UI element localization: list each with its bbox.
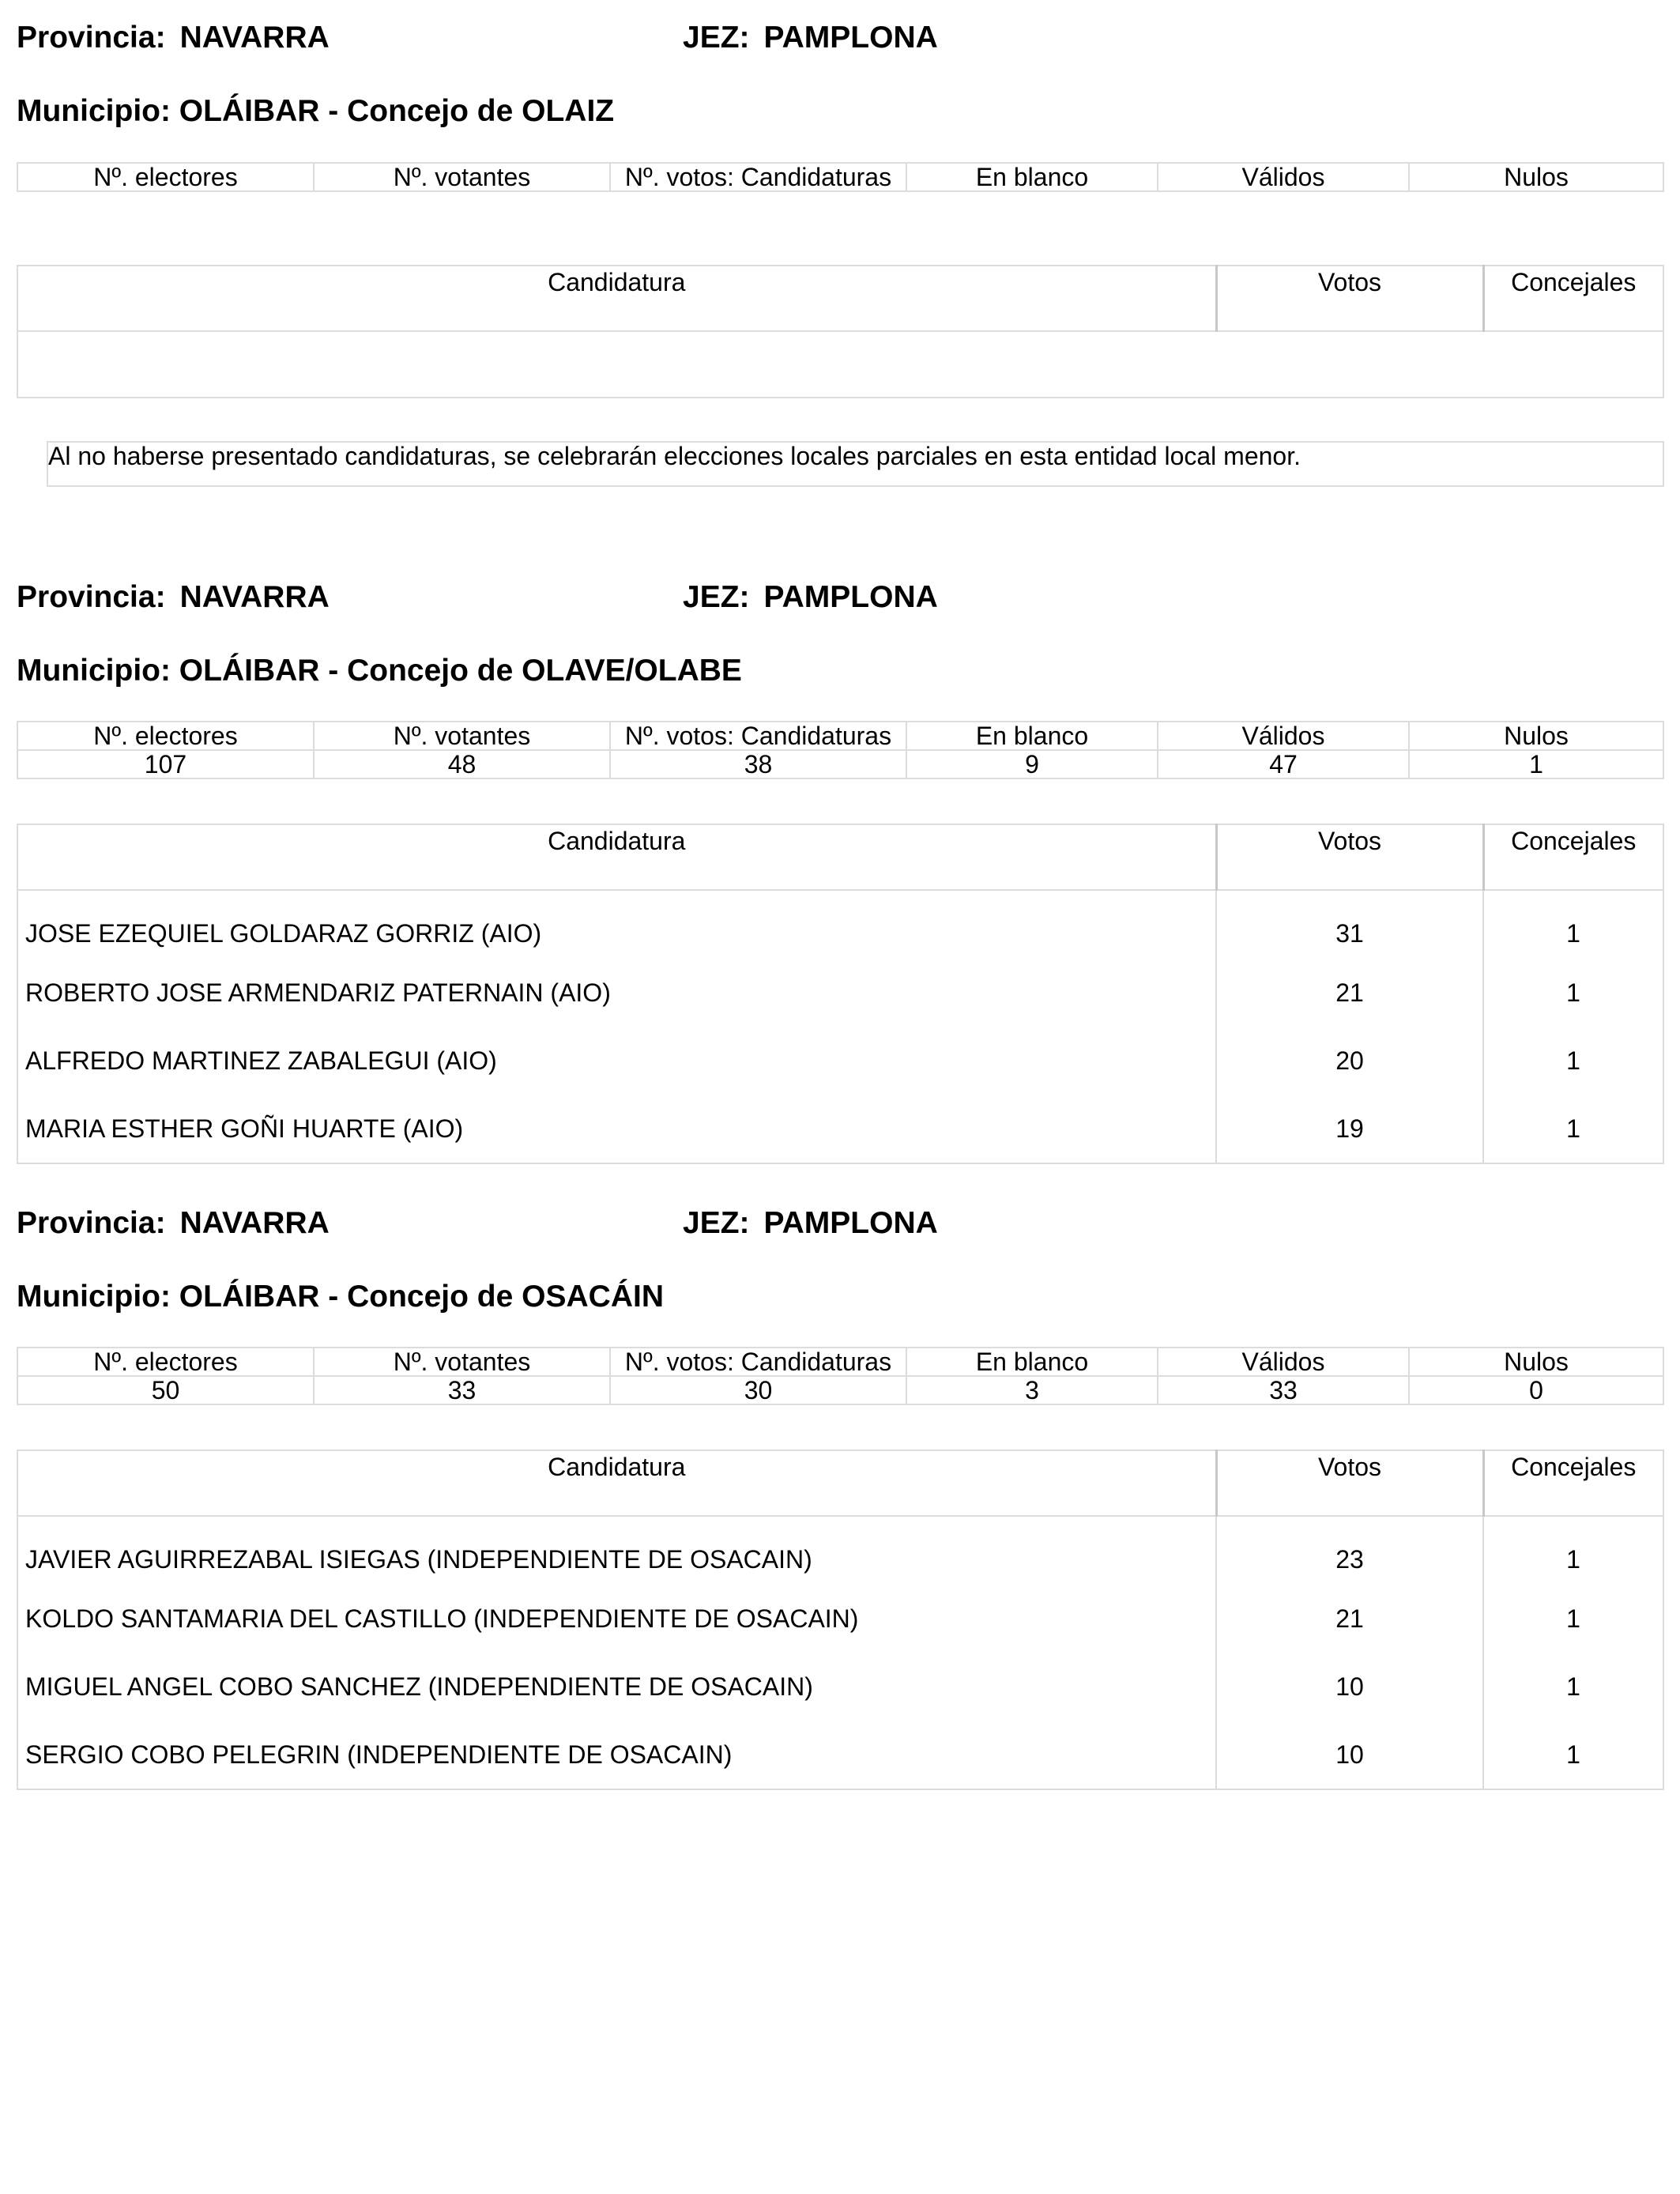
candidate-name: KOLDO SANTAMARIA DEL CASTILLO (INDEPENDIENTE DE OSACAIN): [17, 1585, 1216, 1653]
candidate-votos: 21: [1216, 1585, 1483, 1653]
provincia-label: Provincia:: [17, 21, 166, 55]
candidatura-header-row: [17, 1450, 1663, 1516]
provincia-value: NAVARRA: [179, 580, 330, 614]
header-concejales: Concejales: [1483, 824, 1663, 890]
header-votos: Votos: [1216, 1450, 1483, 1516]
header-votos-candidaturas: Nº. votos: Candidaturas: [610, 163, 906, 191]
header-validos: Válidos: [1158, 163, 1409, 191]
candidate-concejales: 1: [1483, 1585, 1663, 1653]
provincia-value: NAVARRA: [179, 1206, 330, 1240]
header-concejales: Concejales: [1483, 266, 1663, 331]
summary-table: [17, 721, 1664, 779]
candidate-concejales: 1: [1483, 1653, 1663, 1721]
candidate-votos: 10: [1216, 1653, 1483, 1721]
provincia-label: Provincia:: [17, 580, 166, 614]
header-electores: Nº. electores: [17, 163, 314, 191]
candidate-name: JAVIER AGUIRREZABAL ISIEGAS (INDEPENDIENTE DE OSACAIN): [17, 1516, 1216, 1585]
municipio-title: Municipio: OLÁIBAR - Concejo de OLAIZ: [17, 94, 615, 128]
municipio-title: Municipio: OLÁIBAR - Concejo de OSACÁIN: [17, 1280, 664, 1314]
summary-header-row: [17, 1348, 1663, 1376]
candidate-row: [17, 1721, 1663, 1789]
summary-header-row: [17, 722, 1663, 750]
value-validos: 33: [1158, 1376, 1409, 1404]
empty-cell: [17, 331, 1663, 398]
jez-label: JEZ:: [683, 21, 750, 55]
jez-line: [683, 1205, 938, 1242]
candidate-row: [17, 1516, 1663, 1585]
value-validos: 47: [1158, 750, 1409, 778]
header-en-blanco: En blanco: [906, 722, 1158, 750]
provincia-line: [17, 20, 330, 56]
candidate-votos: 20: [1216, 1027, 1483, 1095]
header-candidatura: Candidatura: [17, 824, 1216, 890]
candidate-row: [17, 959, 1663, 1027]
candidate-concejales: 1: [1483, 1095, 1663, 1163]
header-electores: Nº. electores: [17, 1348, 314, 1376]
header-validos: Válidos: [1158, 1348, 1409, 1376]
candidate-votos: 21: [1216, 959, 1483, 1027]
jez-line: [683, 20, 938, 56]
provincia-label: Provincia:: [17, 1206, 166, 1240]
candidate-row: [17, 1653, 1663, 1721]
candidate-concejales: 1: [1483, 959, 1663, 1027]
header-votos: Votos: [1216, 266, 1483, 331]
header-votantes: Nº. votantes: [314, 163, 610, 191]
value-electores: 107: [17, 750, 314, 778]
candidate-name: JOSE EZEQUIEL GOLDARAZ GORRIZ (AIO): [17, 890, 1216, 959]
candidatura-table: [17, 1449, 1664, 1790]
candidate-name: MIGUEL ANGEL COBO SANCHEZ (INDEPENDIENTE DE OSACAIN): [17, 1653, 1216, 1721]
candidate-row: [17, 1585, 1663, 1653]
summary-header-row: [17, 163, 1663, 191]
header-en-blanco: En blanco: [906, 1348, 1158, 1376]
candidate-votos: 23: [1216, 1516, 1483, 1585]
notice-box: Al no haberse presentado candidaturas, se celebrarán elecciones locales parciales en esta entidad local menor.: [47, 441, 1664, 487]
header-candidatura: Candidatura: [17, 266, 1216, 331]
header-votantes: Nº. votantes: [314, 722, 610, 750]
header-votos-candidaturas: Nº. votos: Candidaturas: [610, 1348, 906, 1376]
candidate-row: [17, 1095, 1663, 1163]
value-en-blanco: 3: [906, 1376, 1158, 1404]
value-votantes: 33: [314, 1376, 610, 1404]
candidatura-table: [17, 265, 1664, 398]
value-nulos: 0: [1409, 1376, 1663, 1404]
candidate-concejales: 1: [1483, 1721, 1663, 1789]
header-nulos: Nulos: [1409, 163, 1663, 191]
municipio-title: Municipio: OLÁIBAR - Concejo de OLAVE/OLABE: [17, 654, 742, 688]
jez-label: JEZ:: [683, 580, 750, 614]
jez-value: PAMPLONA: [763, 21, 938, 55]
header-votos: Votos: [1216, 824, 1483, 890]
candidate-name: ROBERTO JOSE ARMENDARIZ PATERNAIN (AIO): [17, 959, 1216, 1027]
value-votantes: 48: [314, 750, 610, 778]
header-votos-candidaturas: Nº. votos: Candidaturas: [610, 722, 906, 750]
candidate-votos: 19: [1216, 1095, 1483, 1163]
jez-value: PAMPLONA: [763, 580, 938, 614]
value-en-blanco: 9: [906, 750, 1158, 778]
value-electores: 50: [17, 1376, 314, 1404]
candidatura-header-row: [17, 824, 1663, 890]
candidate-name: ALFREDO MARTINEZ ZABALEGUI (AIO): [17, 1027, 1216, 1095]
candidate-concejales: 1: [1483, 1516, 1663, 1585]
summary-value-row: [17, 750, 1663, 778]
header-nulos: Nulos: [1409, 1348, 1663, 1376]
candidatura-table: [17, 824, 1664, 1164]
value-votos-candidaturas: 30: [610, 1376, 906, 1404]
empty-row: [17, 331, 1663, 398]
header-electores: Nº. electores: [17, 722, 314, 750]
header-votantes: Nº. votantes: [314, 1348, 610, 1376]
jez-label: JEZ:: [683, 1206, 750, 1240]
candidate-name: MARIA ESTHER GOÑI HUARTE (AIO): [17, 1095, 1216, 1163]
header-nulos: Nulos: [1409, 722, 1663, 750]
value-nulos: 1: [1409, 750, 1663, 778]
header-candidatura: Candidatura: [17, 1450, 1216, 1516]
candidate-votos: 10: [1216, 1721, 1483, 1789]
summary-value-row: [17, 1376, 1663, 1404]
provincia-value: NAVARRA: [179, 21, 330, 55]
candidate-votos: 31: [1216, 890, 1483, 959]
provincia-line: [17, 579, 330, 616]
candidate-row: [17, 1027, 1663, 1095]
candidate-concejales: 1: [1483, 1027, 1663, 1095]
jez-value: PAMPLONA: [763, 1206, 938, 1240]
header-en-blanco: En blanco: [906, 163, 1158, 191]
jez-line: [683, 579, 938, 616]
candidatura-header-row: [17, 266, 1663, 331]
summary-table: [17, 1347, 1664, 1405]
header-concejales: Concejales: [1483, 1450, 1663, 1516]
candidate-name: SERGIO COBO PELEGRIN (INDEPENDIENTE DE OSACAIN): [17, 1721, 1216, 1789]
candidate-row: [17, 890, 1663, 959]
value-votos-candidaturas: 38: [610, 750, 906, 778]
summary-table: [17, 162, 1664, 192]
candidate-concejales: 1: [1483, 890, 1663, 959]
provincia-line: [17, 1205, 330, 1242]
header-validos: Válidos: [1158, 722, 1409, 750]
